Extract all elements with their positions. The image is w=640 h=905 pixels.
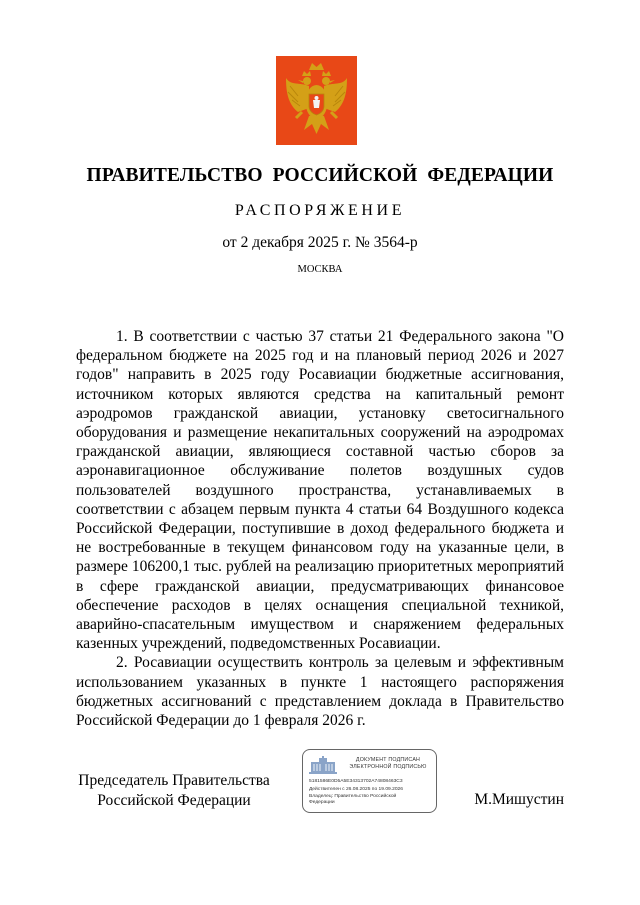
stamp-validity: Действителен с 26.08.2025 по 19.09.2026	[309, 787, 403, 792]
document-type: РАСПОРЯЖЕНИЕ	[234, 202, 406, 219]
issue-city: МОСКВА	[297, 264, 343, 275]
stamp-certificate: 5181586E0D5A5E34313702A74808463C3	[309, 779, 403, 784]
document-date-number: от 2 декабря 2025 г. № 3564-р	[222, 234, 418, 251]
signatory-position	[74, 771, 274, 811]
signatory-position-line-2: Российской Федерации	[97, 792, 251, 809]
paragraph-2: 2. Росавиации осуществить контроль за целевым и эффективным использованием указанных в пункте 1 настоящего распоряжения бюджетных ассигнований с представлением доклада в Правительство Российской Федерации до 1 февраля 2026 г.	[76, 654, 564, 730]
stamp-owner-line-1: Владелец: Правительство Российской	[309, 794, 397, 799]
signatory-name: М.Мишустин	[474, 791, 564, 808]
paragraph-1: 1. В соответствии с частью 37 статьи 21 Федерального закона "О федеральном бюджете на 2025 год и на плановый период 2026 и 2027 годов" направить в 2025 году Росавиации бюджетные ассигнования, источником которых являются средства на капитальный ремонт аэродромов гражданской авиации, установку светосигнального оборудования и размещение некапитальных сооружений на аэродромах гражданской авиации, являющиеся составной частью сборов за аэронавигационное обслуживание полетов воздушных судов пользователей воздушного пространства, устанавливаемых в соответствии с абзацем первым пункта 4 статьи 64 Воздушного кодекса Российской Федерации, поступившие в доход федерального бюджета и не востребованные в текущем финансовом году на указанные цели, в размере 106200,1 тыс. рублей на реализацию приоритетных мероприятий в сфере гражданской авиации, предусматривающих финансовое обеспечение расходов в целях оснащения специальной техникой, аварийно-спасательным имуществом и снаряжением федеральных казенных учреждений, подведомственных Росавиации.	[76, 328, 564, 653]
stamp-title-line-1: ДОКУМЕНТ ПОДПИСАН	[355, 757, 421, 763]
organization-title: ПРАВИТЕЛЬСТВО РОССИЙСКОЙ ФЕДЕРАЦИИ	[86, 165, 554, 186]
signatory-position-line-1: Председатель Правительства	[78, 772, 270, 789]
stamp-title	[341, 757, 435, 771]
stamp-title-line-2: ЭЛЕКТРОННОЙ ПОДПИСЬЮ	[349, 764, 427, 770]
government-building-icon	[308, 756, 338, 774]
electronic-signature-stamp	[302, 749, 437, 813]
stamp-owner-line-2: Федерации	[309, 800, 335, 805]
russian-coat-of-arms-icon	[276, 56, 357, 145]
document-body	[76, 327, 564, 730]
